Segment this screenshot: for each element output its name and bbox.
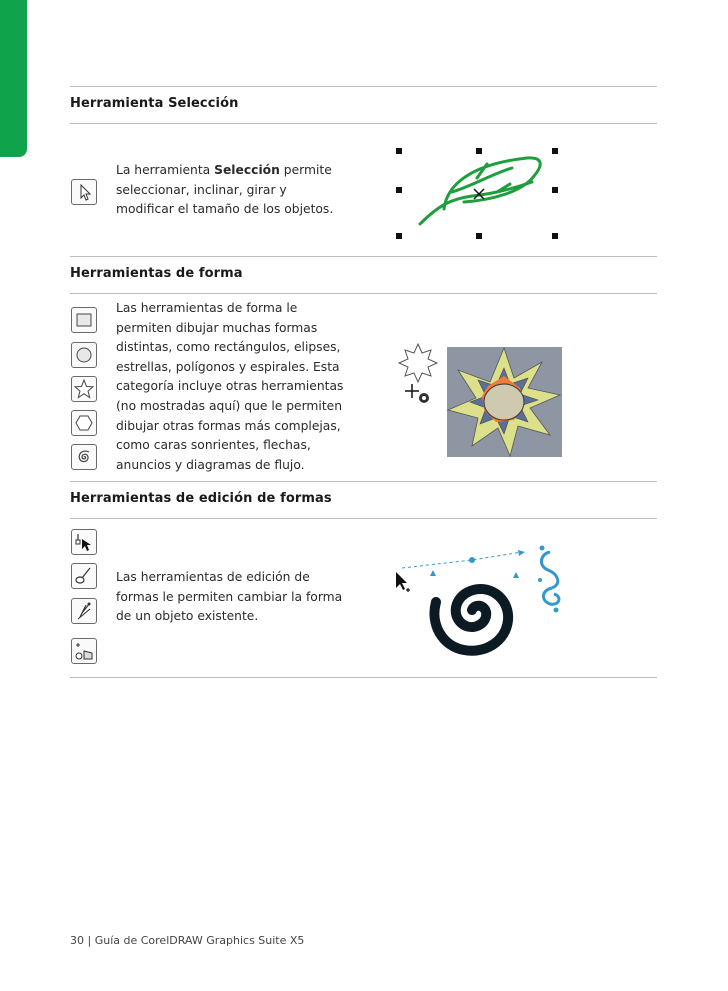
footer-title: Guía de CorelDRAW Graphics Suite X5	[94, 934, 305, 947]
selection-handle	[476, 233, 482, 239]
star-shapes-illustration	[392, 340, 568, 464]
crosshair-cursor-icon	[405, 384, 419, 398]
selection-handle	[396, 187, 402, 193]
smudge-brush-icon	[71, 563, 97, 589]
dashed-guide-line	[402, 552, 522, 568]
selection-handle	[396, 233, 402, 239]
divider	[70, 481, 657, 482]
seleccion-description: La herramienta Selección permite seleccionar, inclinar, girar y modificar el tamaño de los objetos.	[116, 163, 334, 217]
leaf-selection-illustration	[392, 144, 564, 244]
gear-cursor-icon	[419, 393, 429, 403]
forma-description: Las herramientas de forma le permiten dibujar muchas formas distintas, como rectángulos, elipses, estrellas, polígonos y espirales. Esta categoría incluye otras herramientas (no mostradas aquí) que le permiten dibujar otras formas más complejas, como caras sonrientes, flechas, anuncios y diagramas de flujo.	[116, 301, 344, 472]
page-number: 30	[70, 934, 84, 947]
selection-handle	[552, 187, 558, 193]
divider	[70, 256, 657, 257]
pointer-arrow-icon	[396, 572, 410, 592]
spiral-tool-icon	[71, 444, 97, 470]
roughen-brush-icon	[71, 598, 97, 624]
pointer-arrow-icon	[71, 179, 97, 205]
black-spiral	[434, 589, 508, 651]
edicion-description: Las herramientas de edición de formas le permiten cambiar la forma de un objeto existente.	[116, 570, 343, 624]
footer-separator: |	[84, 934, 95, 947]
divider	[70, 518, 657, 519]
leaf-shape	[420, 158, 540, 224]
divider	[70, 677, 657, 678]
selection-handle	[552, 148, 558, 154]
selection-handle	[552, 233, 558, 239]
divider	[70, 86, 657, 87]
transform-tool-icon	[71, 638, 97, 664]
shape-tool-icon	[71, 529, 97, 555]
seleccion-bold-term: Selección	[214, 163, 280, 177]
polygon-tool-icon	[71, 410, 97, 436]
ellipse-tool-icon	[71, 342, 97, 368]
green-chapter-tab	[0, 0, 27, 157]
divider	[70, 293, 657, 294]
blue-swirls	[541, 552, 559, 604]
section-heading-forma: Herramientas de forma	[70, 266, 243, 281]
section-heading-seleccion: Herramienta Selección	[70, 96, 239, 111]
node-point	[469, 557, 475, 563]
outline-star	[399, 344, 437, 382]
section-heading-edicion: Herramientas de edición de formas	[70, 491, 332, 506]
divider	[70, 123, 657, 124]
selection-handle	[476, 148, 482, 154]
selection-handle	[396, 148, 402, 154]
star-tool-icon	[71, 376, 97, 402]
spiral-edit-illustration	[392, 540, 572, 656]
page-footer	[70, 934, 304, 947]
rectangle-tool-icon	[71, 307, 97, 333]
